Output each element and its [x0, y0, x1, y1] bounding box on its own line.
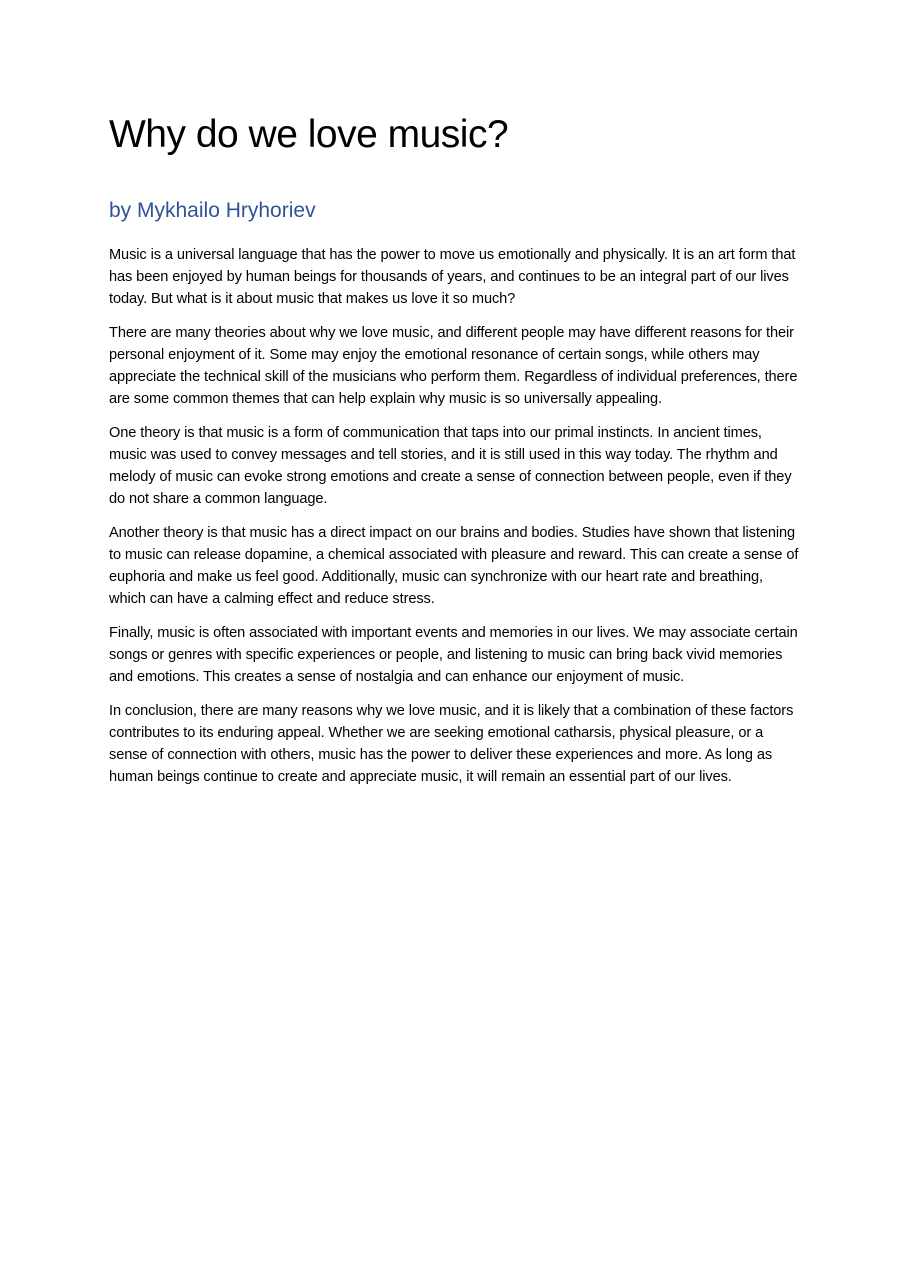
paragraph-conclusion: In conclusion, there are many reasons why we love music, and it is likely that a combination of these factors contributes to its enduring appeal. Whether we are seeking emotional catharsis, physical pleasure, or a sense of connection with others, music has the power to deliver these experiences and more. As long as human beings continue to create and appreciate music, it will remain an essential part of our lives.: [109, 703, 794, 785]
document-body: [109, 244, 799, 788]
paragraph-theories: There are many theories about why we love music, and different people may have different reasons for their personal enjoyment of it. Some may enjoy the emotional resonance of certain songs, while others may appreciate the technical skill of the musicians who perform them. Regardless of individual preferences, there are some common themes that can help explain why music is so universally appealing.: [109, 325, 798, 407]
document-title: Why do we love music?: [109, 113, 509, 156]
paragraph-brain-impact: Another theory is that music has a direct impact on our brains and bodies. Studies have shown that listening to music can release dopamine, a chemical associated with pleasure and reward. This can create a sense of euphoria and make us feel good. Additionally, music can synchronize with our heart rate and breathing, which can have a calming effect and reduce stress.: [109, 525, 799, 607]
paragraph-communication: One theory is that music is a form of communication that taps into our primal instincts. In ancient times, music was used to convey messages and tell stories, and it is still used in this way today. The rhythm and melody of music can evoke strong emotions and create a sense of connection between people, even if they do not share a common language.: [109, 425, 792, 507]
paragraph-memories: Finally, music is often associated with important events and memories in our lives. We may associate certain songs or genres with specific experiences or people, and listening to music can bring back vivid memories and emotions. This creates a sense of nostalgia and can enhance our enjoyment of music.: [109, 625, 798, 685]
document-content: [109, 110, 799, 800]
paragraph-intro: Music is a universal language that has the power to move us emotionally and physically. It is an art form that has been enjoyed by human beings for thousands of years, and continues to be an integral part of our lives today. But what is it about music that makes us love it so much?: [109, 247, 796, 307]
author-subtitle: by Mykhailo Hryhoriev: [109, 199, 316, 222]
